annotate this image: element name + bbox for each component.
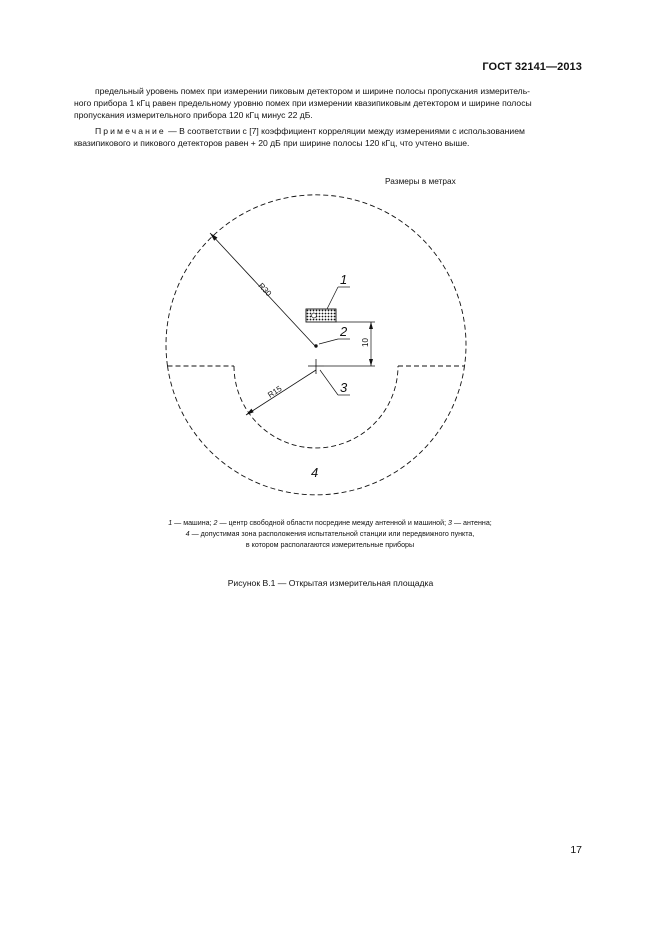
center-point [314, 344, 317, 347]
units-note: Размеры в метрах [385, 176, 456, 186]
paragraph-line: ного прибора 1 кГц равен предельному уровню помех при измерении квазипиковым детектором и ширине полосы [74, 97, 532, 108]
callout-1-label: 1 [340, 272, 348, 287]
r30-label: R30 [256, 281, 274, 299]
figure-caption: Рисунок В.1 — Открытая измерительная площадка [227, 578, 434, 588]
offset-arrow-top [369, 322, 373, 329]
offset-label: 10 [361, 338, 370, 347]
offset-arrow-bottom [369, 359, 373, 366]
machine-block [306, 309, 336, 322]
machine-marker [312, 313, 317, 318]
legend-num-1: 1 [168, 519, 173, 527]
paragraph-line: предельный уровень помех при измерении пиковым детектором и ширине полосы пропускания измеритель- [95, 86, 531, 96]
legend-line-1 [100, 518, 560, 529]
note-text: — В соответствии с [7] коэффициент корреляции между измерениями с использованием [165, 126, 525, 136]
legend-text-4: — допустимая зона расположения испытательной станции или передвижного пункта, [189, 530, 475, 539]
callout-4-label: 4 [311, 465, 319, 480]
callout-2-leader [319, 339, 338, 344]
legend-num-2: 2 [213, 519, 218, 527]
legend-num-3: 3 [448, 519, 452, 527]
r15-label: R15 [266, 384, 284, 400]
callout-3-leader [320, 370, 338, 395]
callout-3-label: 3 [340, 380, 348, 395]
page-number: 17 [570, 844, 582, 856]
legend-line-2 [100, 529, 560, 540]
paragraph-line: пропускания измерительного прибора 120 кГц минус 22 дБ. [74, 109, 313, 120]
legend-text-1: — машина; [172, 519, 214, 527]
figure-legend [100, 518, 560, 552]
legend-line-3: в котором располагаются измерительные приборы [245, 541, 415, 550]
note-label: Примечание [95, 126, 166, 136]
callout-1-leader [327, 287, 338, 309]
callout-2-label: 2 [340, 324, 348, 339]
legend-text-2: — центр свободной области посредине между антенной и машиной; [217, 519, 449, 527]
note-second-line: квазипикового и пикового детекторов равен + 20 дБ при ширине полосы 120 кГц, что учтено выше. [74, 137, 470, 148]
document-code: ГОСТ 32141—2013 [482, 61, 582, 73]
legend-text-3: — антенна; [451, 519, 492, 527]
legend-num-4: 4 [185, 530, 190, 539]
outer-boundary-upper [166, 195, 466, 366]
